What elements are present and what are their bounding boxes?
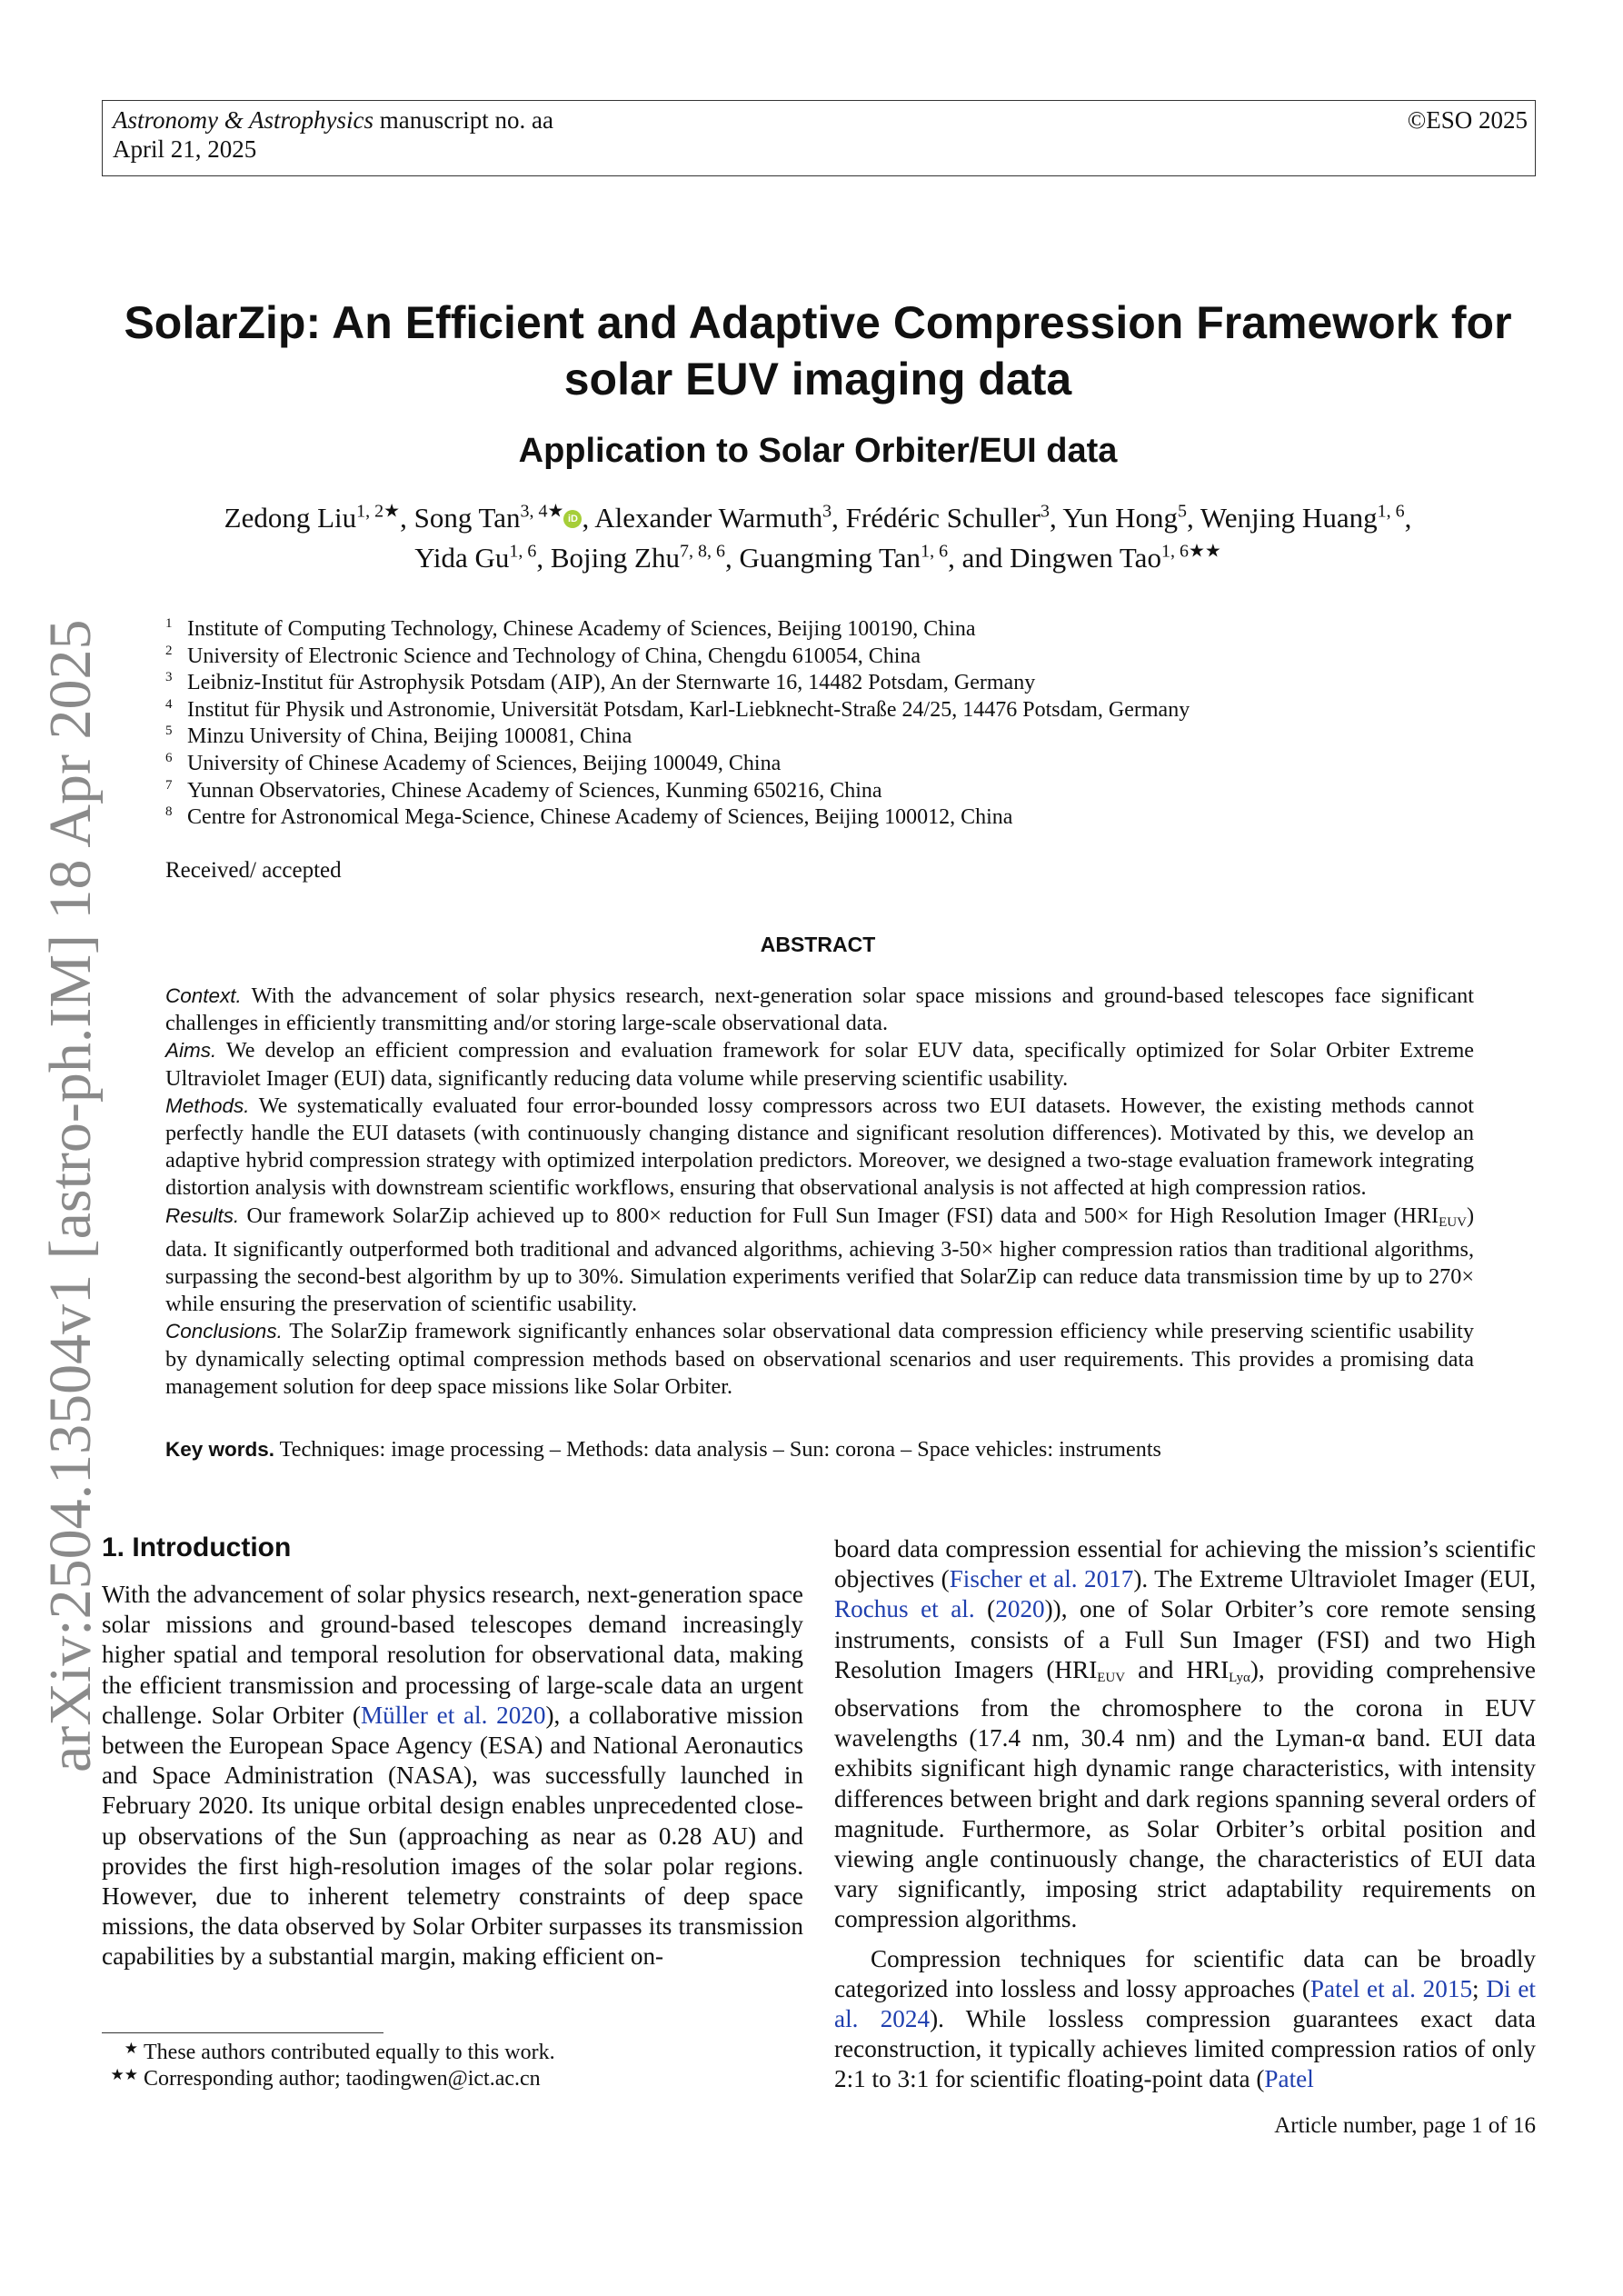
intro-paragraph-1: With the advancement of solar physics research, next-generation space solar missions and ground-based telescopes demand increasingly higher spatial and temporal resolution for observational data, making the efficient transmission and processing of large-scale data an urgent challenge. Solar Orbiter (Müller et al. 2020), a collaborative mission between the European Space Agency (ESA) and National Aeronautics and Space Administration (NASA), was successfully launched in February 2020. Its unique orbital design enables unprecedented close-up observations of the Sun (approaching as near as 0.28 AU) and provides the first high-resolution images of the solar polar regions. However, due to inherent telemetry constraints of deep space missions, the data observed by Solar Orbiter surpasses its transmission capabilities by a substantial margin, making efficient on- <box>102 1581 803 1971</box>
author: Bojing Zhu$^{7, 8, 6}$, <box>550 541 740 574</box>
abstract-methods: Methods. We systematically evaluated four error-bounded lossy compressors across two EUI datasets. However, the existing methods cannot perfectly handle the EUI datasets (with continuously changing distance and significant resolution differences). Motivated by this, we develop an adaptive hybrid compression strategy with optimized interpolation predictors. Moreover, we designed a two-stage evaluation framework integrating distortion analysis with downstream scientific workflows, ensuring that observational analysis is not affected at high compression ratios. <box>165 1093 1474 1201</box>
citation-link[interactable]: Patel <box>1264 2065 1314 2093</box>
section-heading-introduction: 1. Introduction <box>102 1532 292 1562</box>
copyright: ©ESO 2025 <box>1407 106 1528 134</box>
affiliation: 2 University of Electronic Science and Technology of China, Chengdu 610054, China <box>165 643 921 668</box>
paper-subtitle: Application to Solar Orbiter/EUI data <box>518 432 1118 470</box>
right-column <box>834 1534 1536 2095</box>
author: Frédéric Schuller$^3$, <box>845 501 1063 534</box>
author: Alexander Warmuth$^3$, <box>594 501 846 534</box>
author: Yida Gu$^{1, 6}$, <box>414 541 551 574</box>
received-accepted: Received/ accepted <box>165 858 342 883</box>
author-list <box>127 498 1508 578</box>
citation-year-link[interactable]: 2020 <box>995 1595 1045 1623</box>
author: Song Tan$^{3, 4★}$ iD , <box>413 501 595 534</box>
affiliation: 5 Minzu University of China, Beijing 100081, China <box>165 724 632 749</box>
affiliation-list <box>165 616 1510 832</box>
citation-link[interactable]: Patel et al. 2015 <box>1309 1974 1473 2002</box>
citation-link[interactable]: Rochus et al. <box>834 1595 975 1623</box>
author: Zedong Liu$^{1, 2★}$, <box>224 501 414 534</box>
page-number: Article number, page 1 of 16 <box>1274 2113 1536 2138</box>
affiliation: 8 Centre for Astronomical Mega-Science, Chinese Academy of Sciences, Beijing 100012, China <box>165 804 1013 830</box>
title-line-1: SolarZip: An Efficient and Adaptive Compression Framework for <box>124 297 1512 348</box>
paper-title <box>109 294 1527 407</box>
citation-link[interactable]: Di et al. 2024 <box>834 1974 1536 2033</box>
title-line-2: solar EUV imaging data <box>563 354 1072 404</box>
affiliation: 7 Yunnan Observatories, Chinese Academy of Sciences, Kunming 650216, China <box>165 777 882 803</box>
intro-paragraph-2: Compression techniques for scientific data can be broadly categorized into lossless and lossy approaches (Patel et al. 2015; Di et al. 2024). While lossless compression guarantees exact data reconstruction, it typically achieves limited compression ratios of only 2:1 to 3:1 for scientific floating-point data (Patel <box>834 1944 1537 2093</box>
orcid-icon[interactable]: iD <box>563 510 582 528</box>
journal-name <box>113 105 553 135</box>
author: Guangming Tan$^{1, 6}$, and <box>739 541 1011 574</box>
citation-link[interactable]: Fischer et al. 2017 <box>949 1565 1134 1593</box>
footnote-rule <box>102 2032 383 2033</box>
abstract-conclusions: Conclusions. The SolarZip framework significantly enhances solar observational data compression efficiency while preserving scientific usability by dynamically selecting optimal compression methods based on observational scenarios and user requirements. This provides a promising data management solution for deep space missions like Solar Orbiter. <box>165 1319 1474 1399</box>
footnotes <box>107 2040 555 2091</box>
header-date: April 21, 2025 <box>113 135 257 163</box>
author: Dingwen Tao$^{1, 6★★}$ <box>1010 541 1221 574</box>
citation-link[interactable]: Müller et al. 2020 <box>360 1701 546 1729</box>
abstract-results: Results. Our framework SolarZip achieved up to 800× reduction for Full Sun Imager (FSI) data and 500× for High Resolution Imager $(HRI_{EUV})$ data. It significantly outperformed both traditional and advanced algorithms, achieving 3-50× higher compression ratios than traditional algorithms, surpassing the second-best algorithm by up to 30%. Simulation experiments verified that SolarZip can reduce data transmission time by up to 270× while ensuring the preservation of scientific usability. <box>165 1203 1474 1317</box>
abstract-body <box>165 983 1474 1401</box>
affiliation: 1 Institute of Computing Technology, Chinese Academy of Sciences, Beijing 100190, China <box>165 616 976 641</box>
affiliation: 6 University of Chinese Academy of Sciences, Beijing 100049, China <box>165 750 782 775</box>
abstract-context: Context. With the advancement of solar physics research, next-generation solar space missions and ground-based telescopes face significant challenges in efficiently transmitting and/or storing large-scale observational data. <box>165 983 1474 1036</box>
abstract-heading: ABSTRACT <box>760 933 876 956</box>
left-column <box>102 1580 803 1972</box>
affiliation: 4 Institut für Physik und Astronomie, Universität Potsdam, Karl-Liebknecht-Straße 24/25, 14476 Potsdam, Germany <box>165 696 1190 722</box>
abstract-aims: Aims. We develop an efficient compression and evaluation framework for solar EUV data, specifically optimized for Solar Orbiter Extreme Ultraviolet Imager (EUI) data, significantly reducing data volume while preserving scientific usability. <box>165 1038 1474 1091</box>
footnote: ★★ Corresponding author; taodingwen@ict.ac.cn <box>110 2065 541 2091</box>
keywords: Key words. Techniques: image processing – Methods: data analysis – Sun: corona – Space vehicles: instruments <box>165 1437 1161 1462</box>
manuscript-number: manuscript no. aa <box>373 106 553 134</box>
arxiv-stamp[interactable]: arXiv:2504.13504v1 [astro-ph.IM] 18 Apr 2025 <box>37 619 104 1772</box>
footnote: ★ These authors contributed equally to this work. <box>124 2040 555 2064</box>
author: Yun Hong$^5$, <box>1062 501 1200 534</box>
author: Wenjing Huang$^{1, 6}$, <box>1200 501 1412 534</box>
intro-paragraph-1-cont: board data compression essential for achieving the mission’s scientific objectives (Fischer et al. 2017). The Extreme Ultraviolet Imager (EUI, Rochus et al. (2020)), one of Solar Orbiter’s core remote sensing instruments, consists of a Full Sun Imager (FSI) and two High Resolution Imagers ($HRI_{EUV}$ and $HRI_{Ly\alpha}$), providing comprehensive observations from the chromosphere to the corona in EUV wavelengths (17.4 nm, 30.4 nm) and the Lyman-α band. EUI data exhibits significant high dynamic range characteristics, with intensity differences between bright and dark regions spanning several orders of magnitude. Furthermore, as Solar Orbiter’s orbital position and viewing angle continuously change, the characteristics of EUI data vary significantly, imposing strict adaptability requirements on compression algorithms. <box>834 1535 1537 1933</box>
journal-title: Astronomy & Astrophysics <box>113 106 373 134</box>
affiliation: 3 Leibniz-Institut für Astrophysik Potsdam (AIP), An der Sternwarte 16, 14482 Potsdam, Germany <box>165 670 1036 695</box>
